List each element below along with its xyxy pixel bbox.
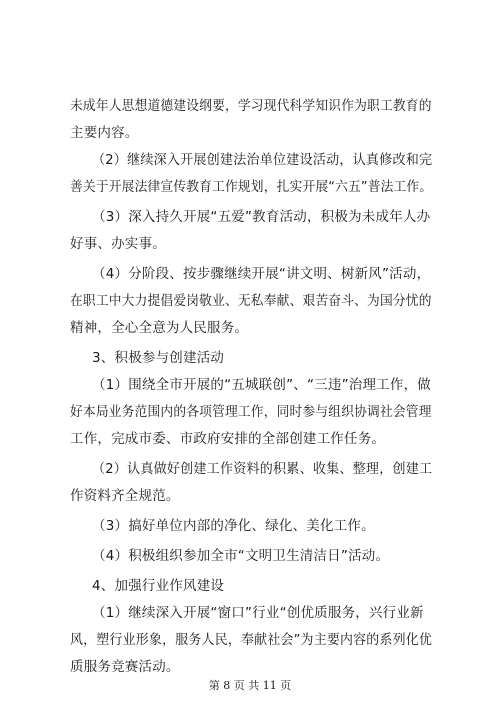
body-text-line: （1）继续深入开展“窗口”行业“创优质服务，兴行业新 [92, 605, 424, 621]
body-text-line: （3）深入持久开展“五爱”教育活动，积极为未成年人办 [92, 209, 431, 225]
body-text-line: （3）搞好单位内部的净化、绿化、美化工作。 [92, 518, 375, 534]
body-text-line: 精神，全心全意为人民服务。 [70, 320, 249, 336]
body-text-line: （2）认真做好创建工作资料的积累、收集、整理，创建工 [92, 461, 433, 477]
body-text-line: 好事、办实事。 [70, 236, 166, 252]
body-text-line: 风，塑行业形象，服务人民，奉献社会”为主要内容的系列化优 [70, 632, 433, 648]
page-footer: 第 8 页 共 11 页 [208, 679, 292, 692]
body-text-line: （4）分阶段、按步骤继续开展“讲文明、树新风”活动， [92, 266, 431, 282]
body-text-line: 主要内容。 [70, 125, 139, 141]
body-text-line: 好本局业务范围内的各项管理工作，同时参与组织协调社会管理 [70, 404, 432, 420]
body-text-line: 工作，完成市委、市政府安排的全部创建工作任务。 [70, 431, 386, 447]
section-heading: 4、加强行业作风建设 [92, 578, 225, 594]
body-text-line: （1）围绕全市开展的“五城联创”、“三违”治理工作，做 [92, 377, 431, 393]
body-text-line: 善关于开展法律宣传教育工作规划，扎实开展“六五”普法工作。 [70, 179, 433, 195]
body-text-line: 质服务竞赛活动。 [70, 659, 180, 675]
body-text-line: 未成年人思想道德建设纲要，学习现代科学知识作为职工教育的 [70, 98, 432, 114]
body-text-line: （2）继续深入开展创建法治单位建设活动，认真修改和完 [92, 152, 433, 168]
body-text-line: 在职工中大力提倡爱岗敬业、无私奉献、艰苦奋斗、为国分忧的 [70, 293, 432, 309]
body-text-line: （4）积极组织参加全市“文明卫生清洁日”活动。 [92, 548, 390, 564]
body-text-line: 作资料齐全规范。 [70, 488, 180, 504]
section-heading: 3、积极参与创建活动 [92, 350, 225, 366]
